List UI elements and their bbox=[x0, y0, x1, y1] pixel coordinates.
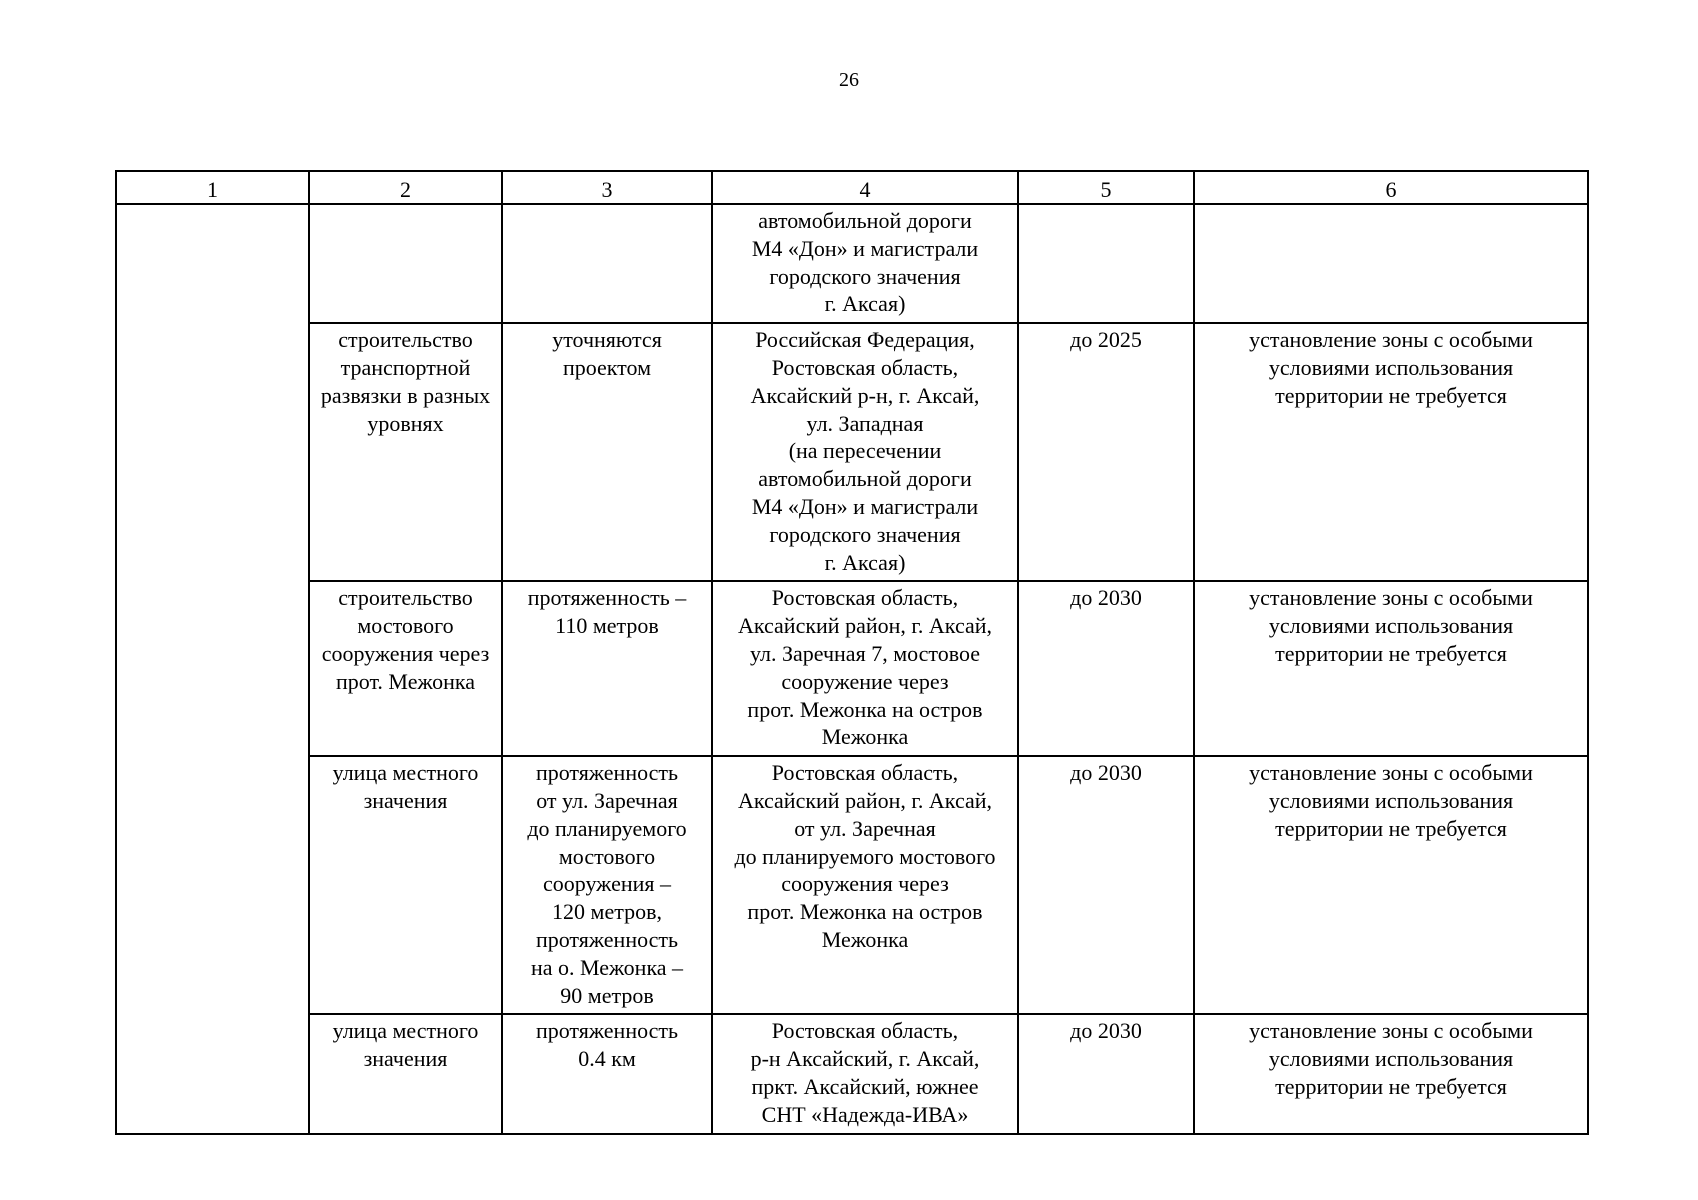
table-row bbox=[116, 1014, 1588, 1133]
data-table bbox=[115, 170, 1589, 1135]
table-cell-zone: установление зоны с особыми условиями использования территории не требуется bbox=[1194, 323, 1588, 581]
table-cell-object bbox=[309, 204, 502, 323]
table-cell-deadline: до 2030 bbox=[1018, 756, 1194, 1014]
table-cell-object: улица местного значения bbox=[309, 1014, 502, 1133]
table-cell-characteristics bbox=[502, 204, 712, 323]
table-cell-zone: установление зоны с особыми условиями использования территории не требуется bbox=[1194, 756, 1588, 1014]
page-number: 26 bbox=[839, 69, 859, 91]
column-header: 3 bbox=[502, 171, 712, 204]
table-cell-location: Ростовская область, Аксайский район, г. Аксай, от ул. Заречная до планируемого мостового сооружения через прот. Межонка на остров Межонка bbox=[712, 756, 1018, 1014]
table-cell-zone: установление зоны с особыми условиями использования территории не требуется bbox=[1194, 1014, 1588, 1133]
table-cell-object: строительство мостового сооружения через прот. Межонка bbox=[309, 581, 502, 756]
table-cell-characteristics: уточняются проектом bbox=[502, 323, 712, 581]
table-cell-deadline: до 2025 bbox=[1018, 323, 1194, 581]
column-header: 2 bbox=[309, 171, 502, 204]
table-cell-characteristics: протяженность – 110 метров bbox=[502, 581, 712, 756]
table-row bbox=[116, 756, 1588, 1014]
column-header: 5 bbox=[1018, 171, 1194, 204]
column-header: 6 bbox=[1194, 171, 1588, 204]
table-header-row bbox=[116, 171, 1588, 204]
table-cell-location: Российская Федерация, Ростовская область, Аксайский р-н, г. Аксай, ул. Западная (на пересечении автомобильной дороги М4 «Дон» и магистрали городского значения г. Аксая) bbox=[712, 323, 1018, 581]
table-cell-characteristics: протяженность от ул. Заречная до планируемого мостового сооружения – 120 метров, протяженность на о. Межонка – 90 метров bbox=[502, 756, 712, 1014]
table-cell-deadline: до 2030 bbox=[1018, 581, 1194, 756]
table-cell-characteristics: протяженность 0.4 км bbox=[502, 1014, 712, 1133]
table-cell-col1-merged bbox=[116, 204, 309, 1134]
table-cell-zone: установление зоны с особыми условиями использования территории не требуется bbox=[1194, 581, 1588, 756]
table-cell-object: улица местного значения bbox=[309, 756, 502, 1014]
table-cell-location: Ростовская область, Аксайский район, г. Аксай, ул. Заречная 7, мостовое сооружение через прот. Межонка на остров Межонка bbox=[712, 581, 1018, 756]
table-cell-deadline bbox=[1018, 204, 1194, 323]
table-row bbox=[116, 581, 1588, 756]
table-cell-location: Ростовская область, р-н Аксайский, г. Аксай, пркт. Аксайский, южнее СНТ «Надежда-ИВА» bbox=[712, 1014, 1018, 1133]
column-header: 1 bbox=[116, 171, 309, 204]
column-header: 4 bbox=[712, 171, 1018, 204]
table-cell-location: автомобильной дороги М4 «Дон» и магистрали городского значения г. Аксая) bbox=[712, 204, 1018, 323]
table-row bbox=[116, 204, 1588, 323]
table-cell-zone bbox=[1194, 204, 1588, 323]
table-row bbox=[116, 323, 1588, 581]
table-cell-object: строительство транспортной развязки в разных уровнях bbox=[309, 323, 502, 581]
table-cell-deadline: до 2030 bbox=[1018, 1014, 1194, 1133]
